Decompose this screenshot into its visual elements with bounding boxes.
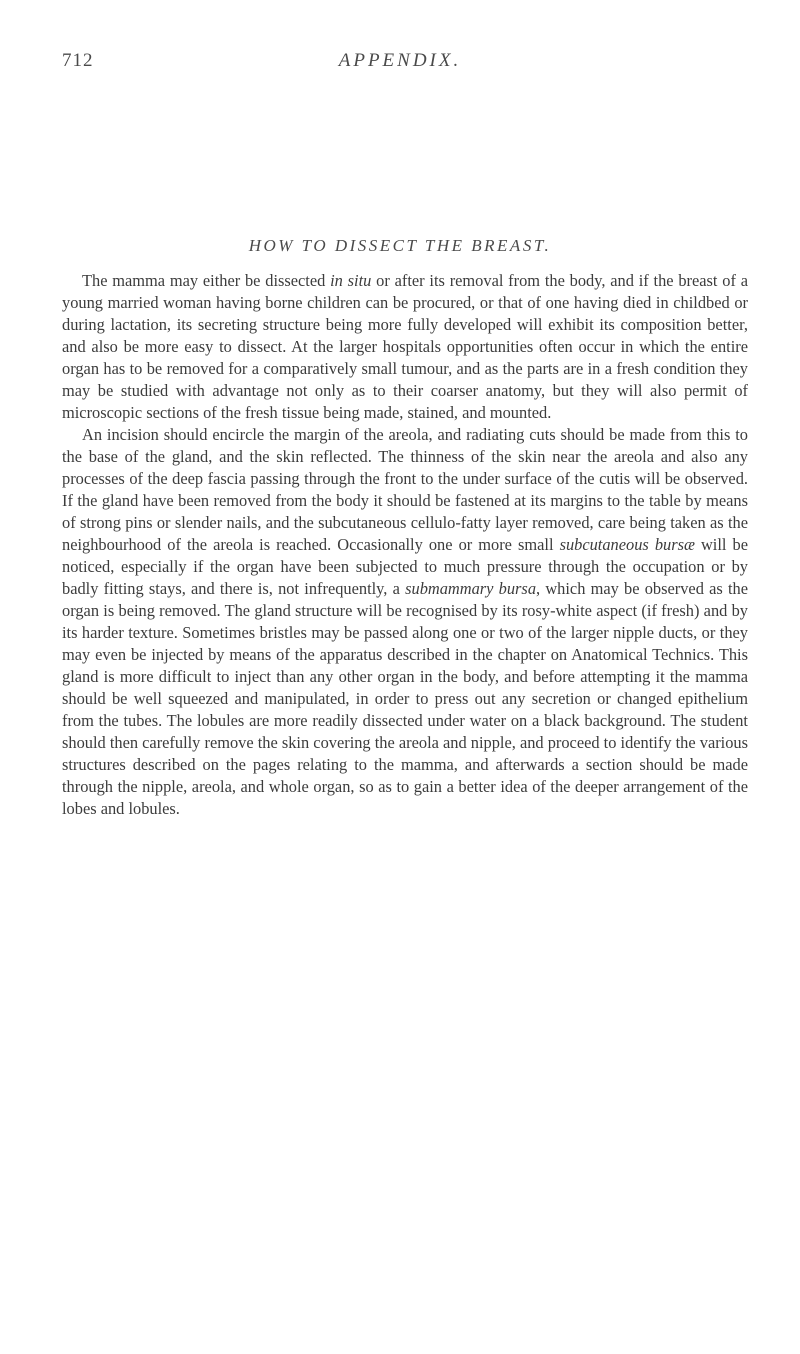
paragraph-text: or after its removal from the body, and if the breast of a young married woman having borne children can be procured, or that of one having died in childbed or during lactation, its secreting structure being more fully developed will exhibit its composition better, and also be more easy to dissect. At the larger hospitals opportunities often occur in which the entire organ has to be removed for a comparatively small tumour, and as the parts are in a fresh condition they may be studied with advantage not only as to their coarser anatomy, but they will also permit of microscopic sections of the fresh tissue being made, stained, and mounted. [62,271,748,422]
italic-term-subcutaneous-bursae: subcutaneous bursæ [559,535,695,554]
paragraph-1 [62,270,748,424]
paragraph-2 [62,424,748,820]
page-number: 712 [62,50,94,71]
paragraph-text: will be noticed, especially if the organ have been subjected to much pressure through the occupation or by badly fitting stays, and there is, not infrequently, a [62,535,748,598]
italic-term-in-situ: in situ [330,271,372,290]
italic-term-submammary-bursa: submammary bursa [405,579,537,598]
section-title: HOW TO DISSECT THE BREAST. [248,236,552,255]
paragraph-text: The mamma may either be dissected [82,271,331,290]
paragraph-text: An incision should encircle the margin of the areola, and radiating cuts should be made from this to the base of the gland, and the skin reflected. The thinness of the skin near the areola and also any processes of the deep fascia passing through the front to the under surface of the cutis will be observed. If the gland have been removed from the body it should be fastened at its margins to the table by means of strong pins or slender nails, and the subcutaneous cellulo-fatty layer removed, care being taken as the neighbourhood of the areola is reached. Occasionally one or more small [62,425,748,554]
running-head: APPENDIX. [338,50,462,71]
body-text [62,270,748,820]
paragraph-text: , which may be observed as the organ is being removed. The gland structure will be recognised by its rosy-white aspect (if fresh) and by its harder texture. Sometimes bristles may be passed along one or two of the larger nipple ducts, or they may even be injected by means of the apparatus described in the chapter on Anatomical Technics. This gland is more difficult to inject than any other organ in the body, and before attempting it the mamma should be well squeezed and manipulated, in order to press out any secretion or changed epithelium from the tubes. The lobules are more readily dissected under water on a black background. The student should then carefully remove the skin covering the areola and nipple, and proceed to identify the various structures described on the pages relating to the mamma, and afterwards a section should be made through the nipple, areola, and whole organ, so as to gain a better idea of the deeper arrangement of the lobes and lobules. [62,579,749,818]
